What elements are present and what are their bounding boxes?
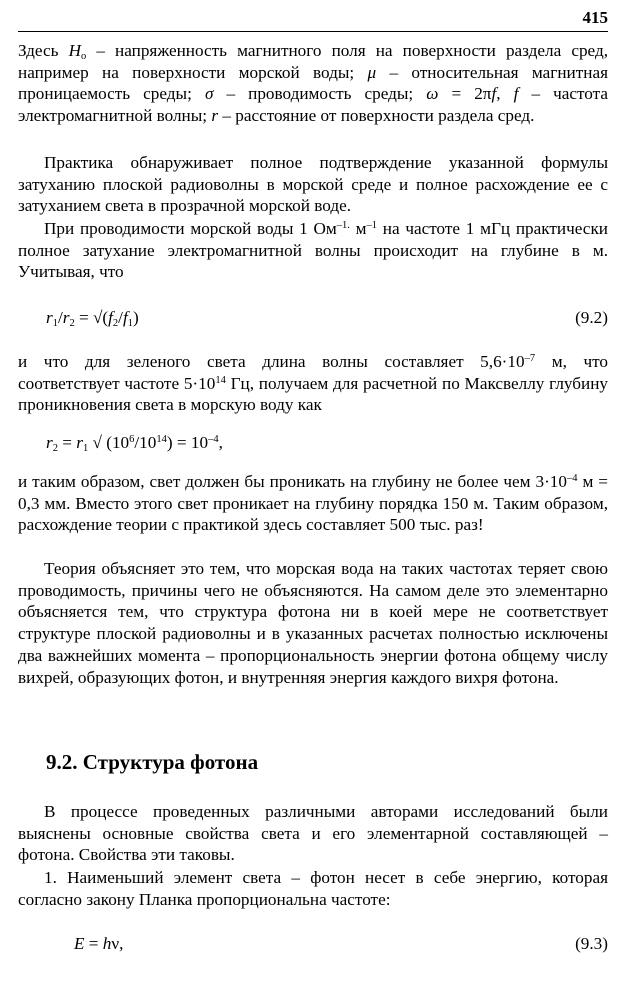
paragraph-discrepancy: и таким образом, свет должен бы проникать на глубину не более чем $3\cdot 10^{-4}$ м = 0,3 мм. Вместо этого свет проникает на глубину порядка 150 м. Таким образом, расхождение теории с практикой здесь составляет 500 тыс. раз! <box>18 472 608 535</box>
paragraph-research: В процессе проведенных различными авторами исследований были выяснены основные свойства света и его элементарной составляющей – фотона. Свойства эти таковы. <box>18 802 608 865</box>
formula-9-3: E = hν, (9.3) <box>74 934 608 953</box>
paragraph-item-1: 1. Наименьший элемент света – фотон несет в себе энергию, которая согласно закону Планка пропорциональна частоте: <box>18 868 608 909</box>
equation-number-9-3: (9.3) <box>575 934 608 953</box>
equation-number-9-2: (9.2) <box>575 308 608 327</box>
paragraph-theory: Теория объясняет это тем, что морская вода на таких частотах теряет свою проводимость, причины чего не объясняются. На самом деле это элементарно объясняется тем, что структура фотона ни в коей мере не соответствует структуре плоской радиоволны и в указанных расчетах полностью исключены два важнейших момента – пропорциональность энергии фотона общему числу вихрей, образующих фотон, и внутренняя энергия каждого вихря фотона. <box>18 559 608 687</box>
section-heading: 9.2. Структура фотона <box>46 750 259 774</box>
paragraph-green-light: и что для зеленого света длина волны составляет $5,6\cdot 10^{-7}$ м, что соответствует частоте $5\cdot 10^{14}$ Гц, получаем для расчетной по Максвеллу глубину проникновения света в морскую воду как <box>18 352 608 415</box>
running-header <box>18 6 608 32</box>
formula-r2: $r_2 = r_1$ √ $(10^6/10^{14}) = 10^{-4}$, <box>46 433 223 454</box>
formula-9-2: $r_1/r_2 = √(f_2/f_1)$ (9.2) <box>46 308 608 329</box>
paragraph-conductivity: При проводимости морской воды 1 $Ом^{-1.}$ $м^{-1}$ на частоте 1 мГц практически полное затухание электромагнитной волны происходит на глубине в м. Учитывая, что <box>18 219 608 282</box>
page-number: 415 <box>582 8 608 27</box>
paragraph-definitions: Здесь $H_о$ – напряженность магнитного поля на поверхности раздела сред, например на поверхности морской воды; μ – относительная магнитная проницаемость среды; σ – проводимость среды; ω = 2πf, f – частота электромагнитной волны; r – расстояние от поверхности раздела сред. <box>18 41 609 126</box>
paragraph-practice: Практика обнаруживает полное подтверждение указанной формулы затуханию плоской радиоволны в морской среде и полное расхождение ее с затуханием света в прозрачной морской воде. <box>18 153 608 216</box>
